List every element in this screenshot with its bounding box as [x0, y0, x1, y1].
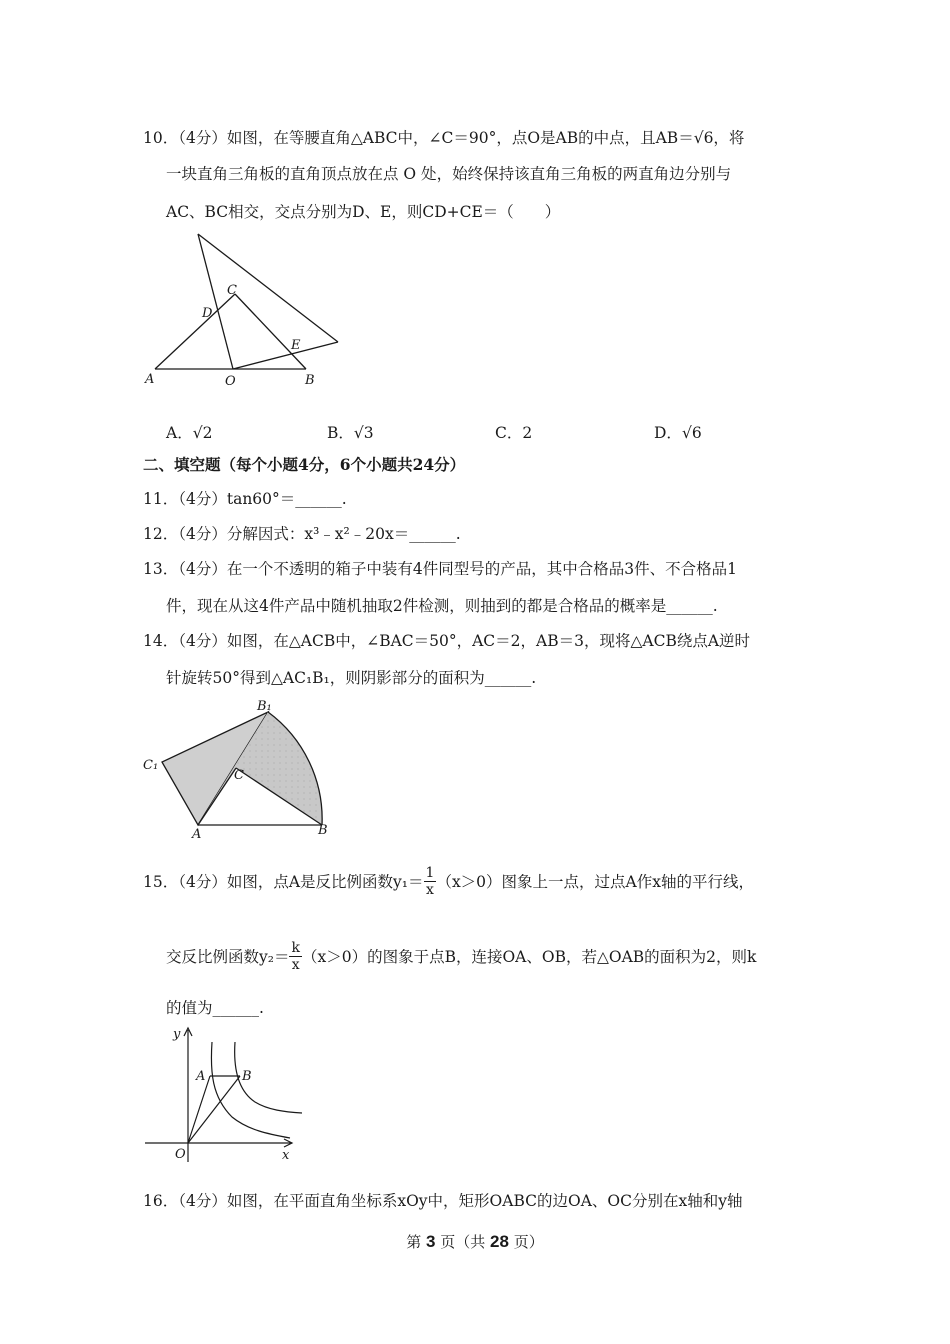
q10-option-d [654, 421, 702, 443]
label-a: A [196, 1069, 206, 1084]
label-b1: B₁ [257, 699, 272, 714]
q10-figure [140, 228, 350, 393]
option-value: 2 [522, 424, 533, 442]
q13-number: 13． [143, 560, 179, 578]
label-a: A [145, 372, 155, 387]
label-o: O [225, 374, 236, 389]
label-c: C [227, 283, 237, 298]
label-b: B [305, 373, 315, 388]
q12 [143, 524, 461, 544]
q15-line2 [166, 939, 756, 975]
option-label: B． [327, 424, 354, 442]
q11-text: （4分）tan60°＝______. [178, 490, 347, 508]
q13-line2: 件，现在从这4件产品中随机抽取2件检测，则抽到的都是合格品的概率是______. [166, 597, 718, 615]
fraction-1-over-x [424, 865, 437, 898]
footer-total-pages: 28 [490, 1232, 509, 1251]
q15-line1 [143, 864, 754, 900]
q15-text-part4: （x＞0）的图象于点B，连接OA、OB，若△OAB的面积为2，则k [301, 948, 757, 966]
label-b: B [318, 823, 328, 838]
q15-text-part3: 交反比例函数y₂＝ [166, 948, 290, 966]
q10-line1 [143, 128, 744, 148]
q12-number: 12． [143, 525, 179, 543]
curve-y1 [211, 1042, 290, 1138]
q10-option-a [166, 421, 212, 443]
fraction-k-over-x [289, 940, 301, 973]
page-footer [0, 1231, 950, 1252]
q16-text-line1: （4分）如图，在平面直角坐标系xOy中，矩形OABC的边OA、OC分别在x轴和y轴 [178, 1192, 743, 1210]
q15-line3: 的值为______. [166, 999, 264, 1017]
numerator: 1 [425, 864, 435, 881]
label-e: E [291, 338, 301, 353]
segment-bc [235, 294, 306, 369]
q13-line1 [143, 559, 737, 579]
q10-number: 10． [143, 129, 179, 147]
q14-line1 [143, 631, 750, 651]
q10-option-c [495, 421, 532, 443]
option-value: √3 [353, 424, 374, 442]
numerator: k [291, 939, 300, 956]
q11 [143, 489, 347, 509]
q10-option-b [327, 421, 374, 443]
q15-figure [140, 1022, 310, 1167]
q14-text-line1: （4分）如图，在△ACB中，∠BAC＝50°，AC＝2，AB＝3，现将△ACB绕点A逆时 [178, 632, 751, 650]
set-square-hypotenuse [198, 234, 338, 342]
section-2-title: 二、填空题（每个小题4分，6个小题共24分） [143, 455, 466, 474]
q14-line2: 针旋转50°得到△AC₁B₁，则阴影部分的面积为______. [166, 669, 537, 687]
option-value: √6 [681, 424, 702, 442]
q12-text: （4分）分解因式：x³﹣x²﹣20x＝______. [178, 525, 461, 543]
footer-page-number: 3 [426, 1232, 436, 1251]
option-label: A． [166, 424, 193, 442]
label-c: C [234, 768, 244, 783]
q16-line1 [143, 1191, 742, 1211]
q10-line3: AC、BC相交，交点分别为D、E，则CD+CE＝（ ） [166, 203, 561, 221]
option-label: C． [495, 424, 523, 442]
q15-number: 15． [143, 873, 179, 891]
label-y: y [173, 1027, 181, 1042]
q15-text-part1: （4分）如图，点A是反比例函数y₁＝ [178, 873, 424, 891]
denominator: x [426, 881, 434, 898]
q10-line2: 一块直角三角板的直角顶点放在点 O 处，始终保持该直角三角板的两直角边分别与 [166, 165, 732, 183]
set-square-leg-2 [233, 342, 338, 369]
q16-number: 16． [143, 1192, 179, 1210]
option-value: √2 [192, 424, 213, 442]
q13-text-line1: （4分）在一个不透明的箱子中装有4件同型号的产品，其中合格品3件、不合格品1 [178, 560, 737, 578]
q11-number: 11． [143, 490, 179, 508]
label-d: D [202, 306, 213, 321]
label-x: x [282, 1148, 290, 1163]
q14-figure [140, 695, 340, 840]
denominator: x [291, 956, 300, 973]
footer-prefix: 第 [406, 1233, 427, 1251]
label-a: A [192, 827, 202, 840]
label-b: B [242, 1069, 252, 1084]
label-o: O [175, 1147, 186, 1162]
q15-text-part2: （x＞0）图象上一点，过点A作x轴的平行线， [436, 873, 754, 891]
label-c1: C₁ [143, 758, 159, 773]
footer-suffix: 页） [508, 1233, 544, 1251]
footer-mid: 页（共 [435, 1233, 491, 1251]
option-label: D． [654, 424, 682, 442]
segment-oa [188, 1076, 210, 1143]
q10-text-line1: （4分）如图，在等腰直角△ABC中，∠C＝90°，点O是AB的中点，且AB＝√6，将 [178, 129, 745, 147]
q14-number: 14． [143, 632, 179, 650]
